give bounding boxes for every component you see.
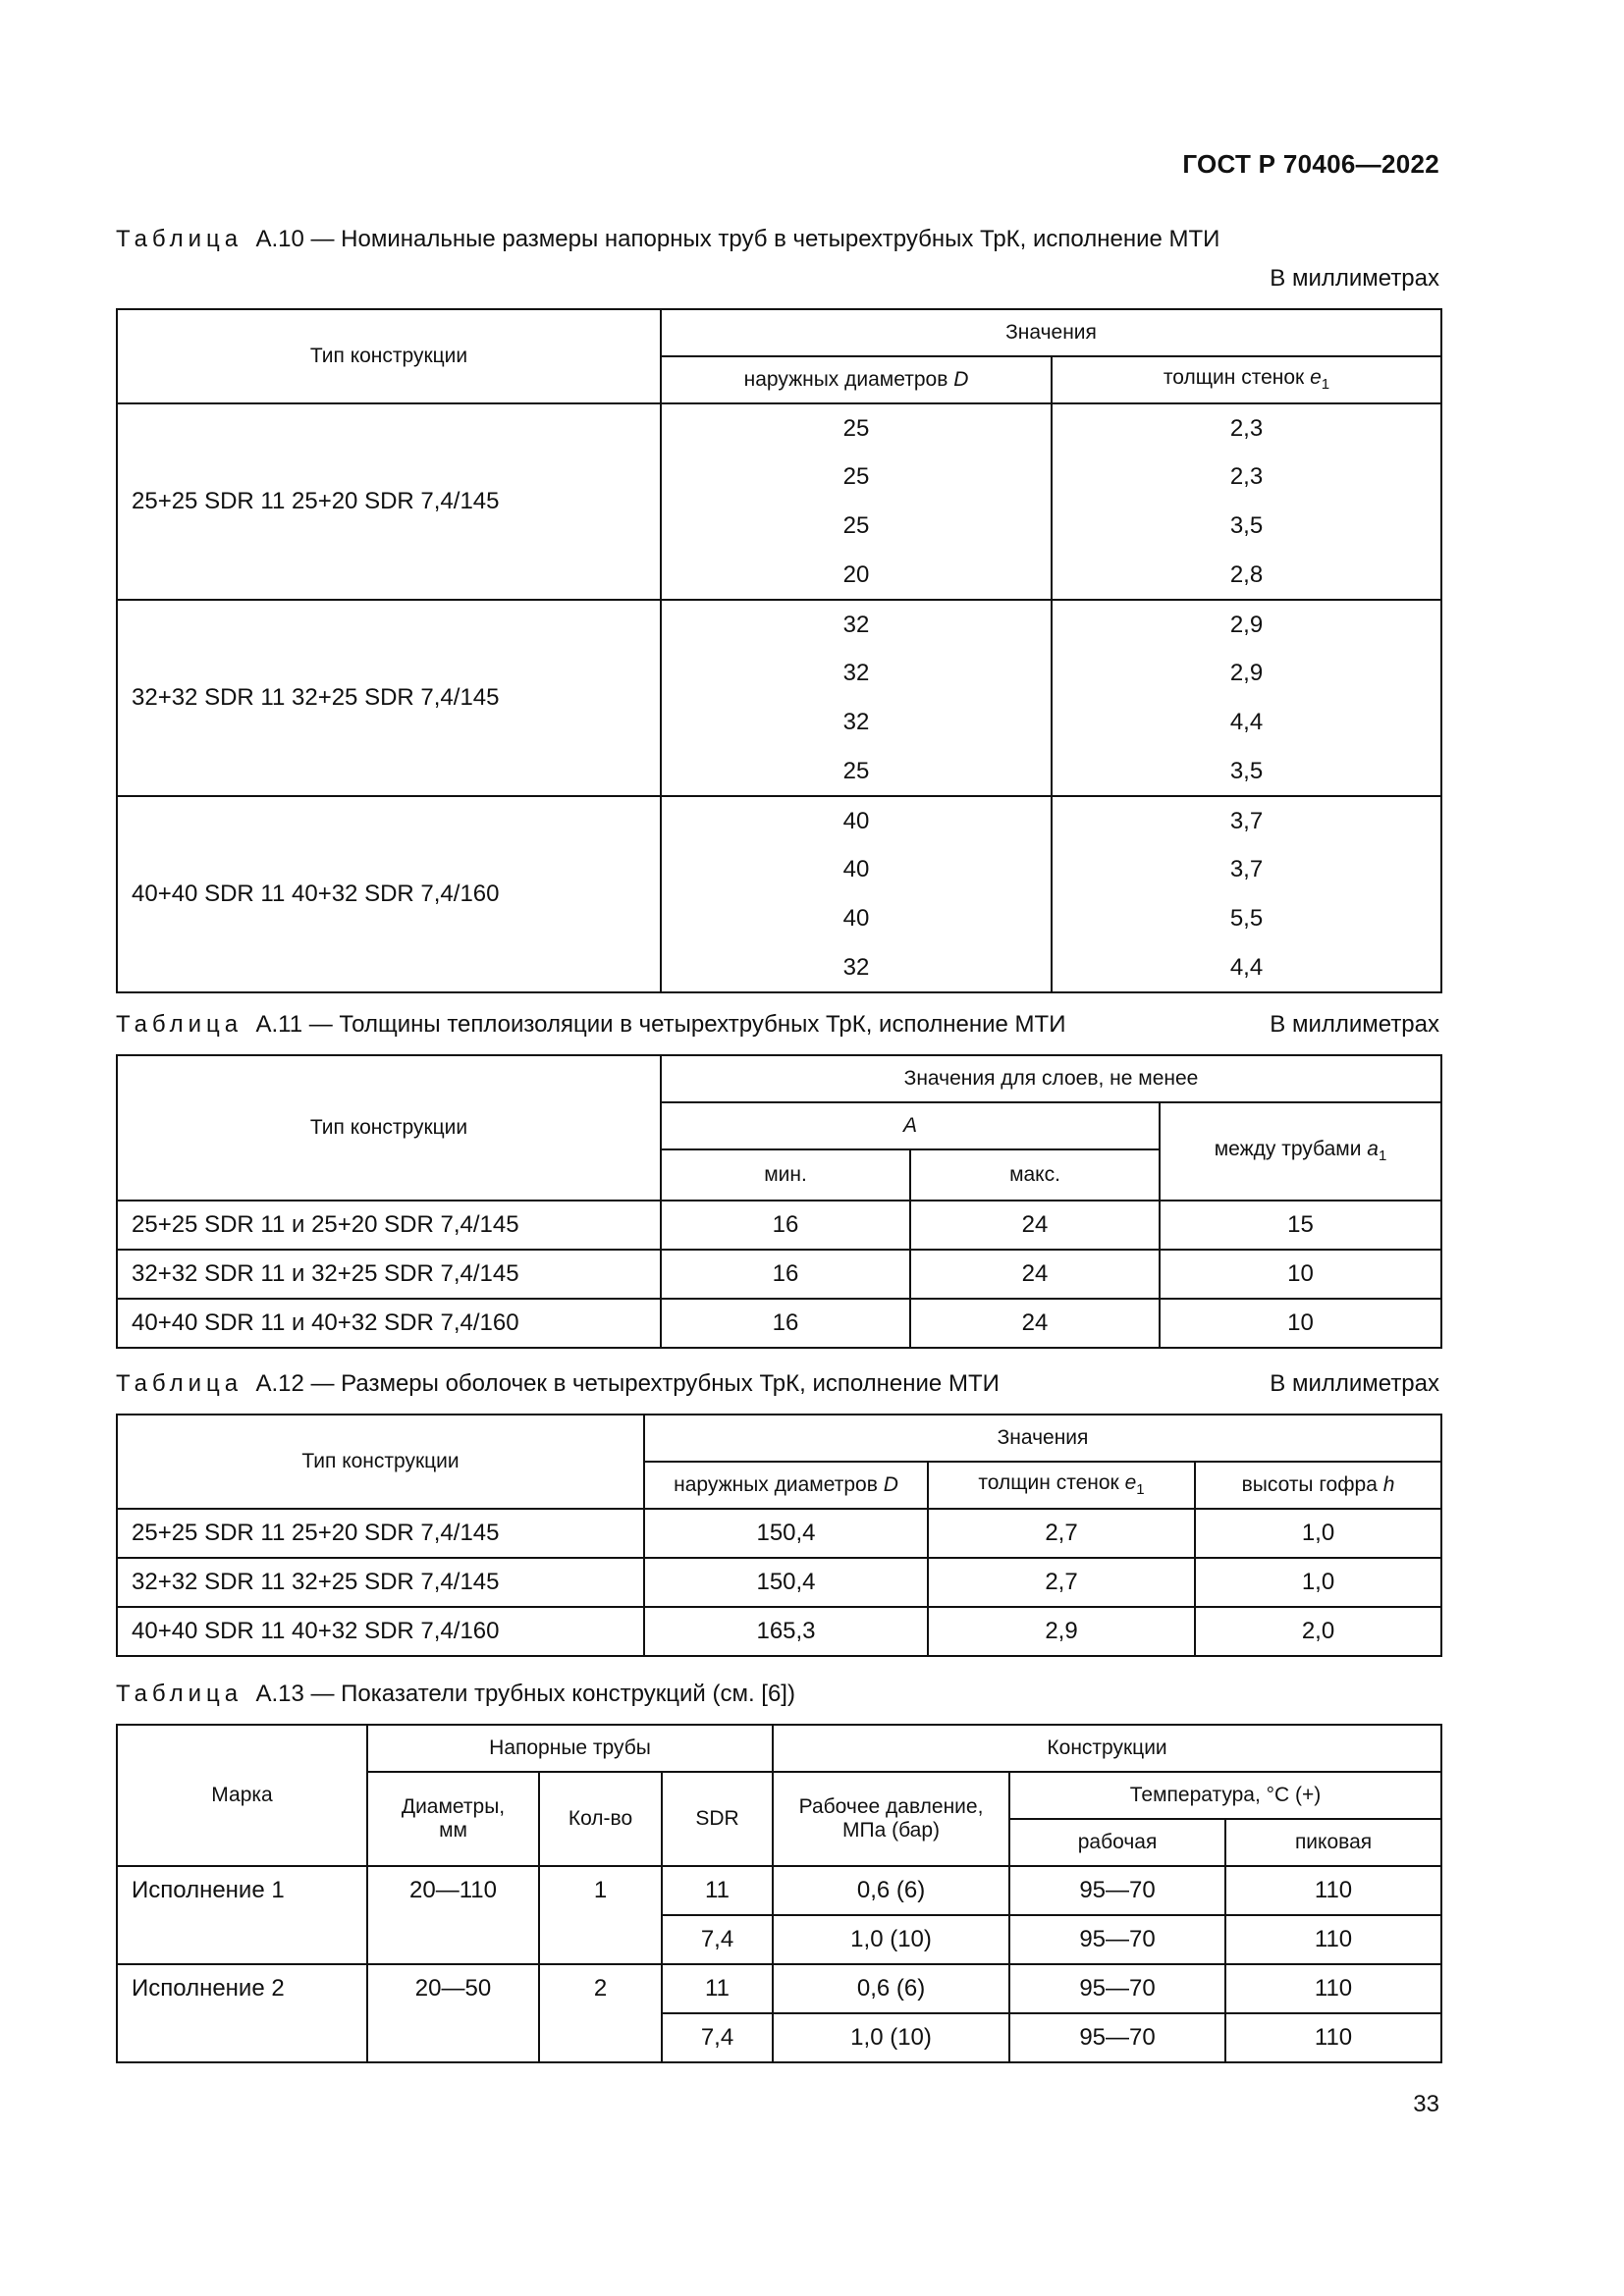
construction-type: 25+25 SDR 11 и 25+20 SDR 7,4/145 <box>117 1201 661 1250</box>
table-a10-prefix: Таблица <box>116 226 244 252</box>
table-a10-caption <box>116 226 1439 253</box>
outer-diameter-cell: 32 <box>661 600 1052 649</box>
sdr-cell: 7,4 <box>662 2013 773 2062</box>
count-cell: 2 <box>539 1964 662 2062</box>
table-a10-units: В миллиметрах <box>1270 265 1439 292</box>
between-cell: 10 <box>1160 1250 1441 1299</box>
construction-type: 25+25 SDR 11 25+20 SDR 7,4/145 <box>117 1509 644 1558</box>
outer-diameter-cell: 40 <box>661 894 1052 943</box>
table-a12-prefix: Таблица <box>116 1370 244 1397</box>
table-a13 <box>116 1724 1442 2063</box>
outer-diameter-cell: 32 <box>661 649 1052 698</box>
table-a12-header-wall: толщин стенок $e_1$ <box>928 1462 1195 1509</box>
wall-thickness-cell: 4,4 <box>1052 943 1441 992</box>
diameters-cell: 20—110 <box>367 1866 539 1964</box>
table-a13-header-peak: пиковая <box>1225 1819 1441 1866</box>
wall-thickness-cell: 2,7 <box>928 1509 1195 1558</box>
outer-diameter-cell: 40 <box>661 796 1052 845</box>
diameters-cell: 20—50 <box>367 1964 539 2062</box>
working-temp-cell: 95—70 <box>1009 2013 1225 2062</box>
wall-thickness-cell: 2,9 <box>1052 600 1441 649</box>
table-a11-header-type: Тип конструкции <box>117 1055 661 1201</box>
sdr-cell: 11 <box>662 1866 773 1915</box>
table-a13-header-work-pressure: Рабочее давление, МПа (бар) <box>773 1772 1009 1866</box>
min-cell: 16 <box>661 1250 910 1299</box>
table-a11-units: В миллиметрах <box>1270 1011 1439 1038</box>
table-a11-prefix: Таблица <box>116 1011 244 1038</box>
construction-type: 32+32 SDR 11 32+25 SDR 7,4/145 <box>117 1558 644 1607</box>
corrugation-height-cell: 1,0 <box>1195 1509 1441 1558</box>
outer-diameter-cell: 25 <box>661 747 1052 796</box>
table-a13-prefix: Таблица <box>116 1681 244 1707</box>
table-a10-header-values: Значения <box>661 309 1441 356</box>
table-row <box>117 600 1441 649</box>
wall-thickness-cell: 2,7 <box>928 1558 1195 1607</box>
wall-thickness-cell: 2,3 <box>1052 453 1441 502</box>
construction-type: 25+25 SDR 11 25+20 SDR 7,4/145 <box>117 403 661 600</box>
wall-thickness-cell: 4,4 <box>1052 698 1441 747</box>
working-temp-cell: 95—70 <box>1009 1915 1225 1964</box>
table-row <box>117 1201 1441 1250</box>
table-row <box>117 403 1441 453</box>
table-a12 <box>116 1414 1442 1657</box>
table-a12-header-type: Тип конструкции <box>117 1415 644 1509</box>
page-number: 33 <box>1413 2091 1439 2117</box>
construction-type: 32+32 SDR 11 32+25 SDR 7,4/145 <box>117 600 661 796</box>
wall-thickness-cell: 2,3 <box>1052 403 1441 453</box>
max-cell: 24 <box>910 1299 1160 1348</box>
table-a13-header-diameters: Диаметры, мм <box>367 1772 539 1866</box>
table-a12-header-outer-d: наружных диаметров D <box>644 1462 928 1509</box>
table-row <box>117 1250 1441 1299</box>
working-temp-cell: 95—70 <box>1009 1964 1225 2013</box>
table-a10-header-wall: толщин стенок $e_1$ <box>1052 356 1441 403</box>
table-row <box>117 796 1441 845</box>
outer-diameter-cell: 25 <box>661 502 1052 551</box>
brand-cell: Исполнение 1 <box>117 1866 367 1964</box>
table-a12-header-height: высоты гофра h <box>1195 1462 1441 1509</box>
outer-diameter-cell: 25 <box>661 453 1052 502</box>
pressure-cell: 1,0 (10) <box>773 2013 1009 2062</box>
table-a12-header-values: Значения <box>644 1415 1441 1462</box>
pressure-cell: 0,6 (6) <box>773 1866 1009 1915</box>
min-cell: 16 <box>661 1201 910 1250</box>
outer-diameter-cell: 25 <box>661 403 1052 453</box>
outer-diameter-cell: 150,4 <box>644 1558 928 1607</box>
corrugation-height-cell: 2,0 <box>1195 1607 1441 1656</box>
table-a12-title: А.12 — Размеры оболочек в четырехтрубных ТрК, исполнение МТИ <box>255 1370 1000 1397</box>
wall-thickness-cell: 2,9 <box>928 1607 1195 1656</box>
outer-diameter-cell: 40 <box>661 845 1052 894</box>
table-a12-caption <box>116 1370 1439 1398</box>
working-temp-cell: 95—70 <box>1009 1866 1225 1915</box>
wall-thickness-cell: 3,5 <box>1052 747 1441 796</box>
table-a11-caption <box>116 1011 1439 1039</box>
wall-thickness-cell: 3,7 <box>1052 845 1441 894</box>
table-row <box>117 1866 1441 1915</box>
min-cell: 16 <box>661 1299 910 1348</box>
table-a13-header-sdr: SDR <box>662 1772 773 1866</box>
max-cell: 24 <box>910 1250 1160 1299</box>
count-cell: 1 <box>539 1866 662 1964</box>
sdr-cell: 7,4 <box>662 1915 773 1964</box>
peak-temp-cell: 110 <box>1225 1915 1441 1964</box>
table-a11-header-min: мин. <box>661 1149 910 1201</box>
table-a10-header-type: Тип конструкции <box>117 309 661 403</box>
table-a13-header-temperature: Температура, °C (+) <box>1009 1772 1441 1819</box>
table-a11-title: А.11 — Толщины теплоизоляции в четырехтрубных ТрК, исполнение МТИ <box>255 1011 1066 1038</box>
wall-thickness-cell: 2,8 <box>1052 551 1441 600</box>
table-row <box>117 1509 1441 1558</box>
brand-cell: Исполнение 2 <box>117 1964 367 2062</box>
table-a13-header-brand: Марка <box>117 1725 367 1866</box>
table-a13-caption <box>116 1681 1439 1708</box>
outer-diameter-cell: 32 <box>661 943 1052 992</box>
table-row <box>117 1964 1441 2013</box>
wall-thickness-cell: 5,5 <box>1052 894 1441 943</box>
table-a12-units: В миллиметрах <box>1270 1370 1439 1397</box>
max-cell: 24 <box>910 1201 1160 1250</box>
pressure-cell: 0,6 (6) <box>773 1964 1009 2013</box>
table-a11-header-values: Значения для слоев, не менее <box>661 1055 1441 1102</box>
sdr-cell: 11 <box>662 1964 773 2013</box>
table-a13-header-working: рабочая <box>1009 1819 1225 1866</box>
outer-diameter-cell: 20 <box>661 551 1052 600</box>
table-a13-header-count: Кол-во <box>539 1772 662 1866</box>
table-row <box>117 1299 1441 1348</box>
construction-type: 40+40 SDR 11 40+32 SDR 7,4/160 <box>117 1607 644 1656</box>
wall-thickness-cell: 3,5 <box>1052 502 1441 551</box>
corrugation-height-cell: 1,0 <box>1195 1558 1441 1607</box>
document-standard-number: ГОСТ Р 70406—2022 <box>1182 149 1439 179</box>
table-row <box>117 1607 1441 1656</box>
construction-type: 40+40 SDR 11 и 40+32 SDR 7,4/160 <box>117 1299 661 1348</box>
table-a10-header-outer-d: наружных диаметров D <box>661 356 1052 403</box>
table-a11-header-a: A <box>661 1102 1160 1149</box>
peak-temp-cell: 110 <box>1225 1964 1441 2013</box>
table-a11-header-between: между трубами $a_1$ <box>1160 1102 1441 1201</box>
outer-diameter-cell: 165,3 <box>644 1607 928 1656</box>
wall-thickness-cell: 3,7 <box>1052 796 1441 845</box>
wall-thickness-cell: 2,9 <box>1052 649 1441 698</box>
construction-type: 32+32 SDR 11 и 32+25 SDR 7,4/145 <box>117 1250 661 1299</box>
table-a11-header-max: макс. <box>910 1149 1160 1201</box>
outer-diameter-cell: 150,4 <box>644 1509 928 1558</box>
table-a11 <box>116 1054 1442 1349</box>
peak-temp-cell: 110 <box>1225 1866 1441 1915</box>
table-a13-header-pressure-pipes: Напорные трубы <box>367 1725 773 1772</box>
table-a13-title: А.13 — Показатели трубных конструкций (см. [6]) <box>255 1681 795 1707</box>
pressure-cell: 1,0 (10) <box>773 1915 1009 1964</box>
table-a10 <box>116 308 1442 993</box>
peak-temp-cell: 110 <box>1225 2013 1441 2062</box>
table-a10-title: А.10 — Номинальные размеры напорных труб в четырехтрубных ТрК, исполнение МТИ <box>255 226 1220 252</box>
between-cell: 15 <box>1160 1201 1441 1250</box>
between-cell: 10 <box>1160 1299 1441 1348</box>
construction-type: 40+40 SDR 11 40+32 SDR 7,4/160 <box>117 796 661 992</box>
outer-diameter-cell: 32 <box>661 698 1052 747</box>
table-row <box>117 1558 1441 1607</box>
table-a13-header-constructions: Конструкции <box>773 1725 1441 1772</box>
